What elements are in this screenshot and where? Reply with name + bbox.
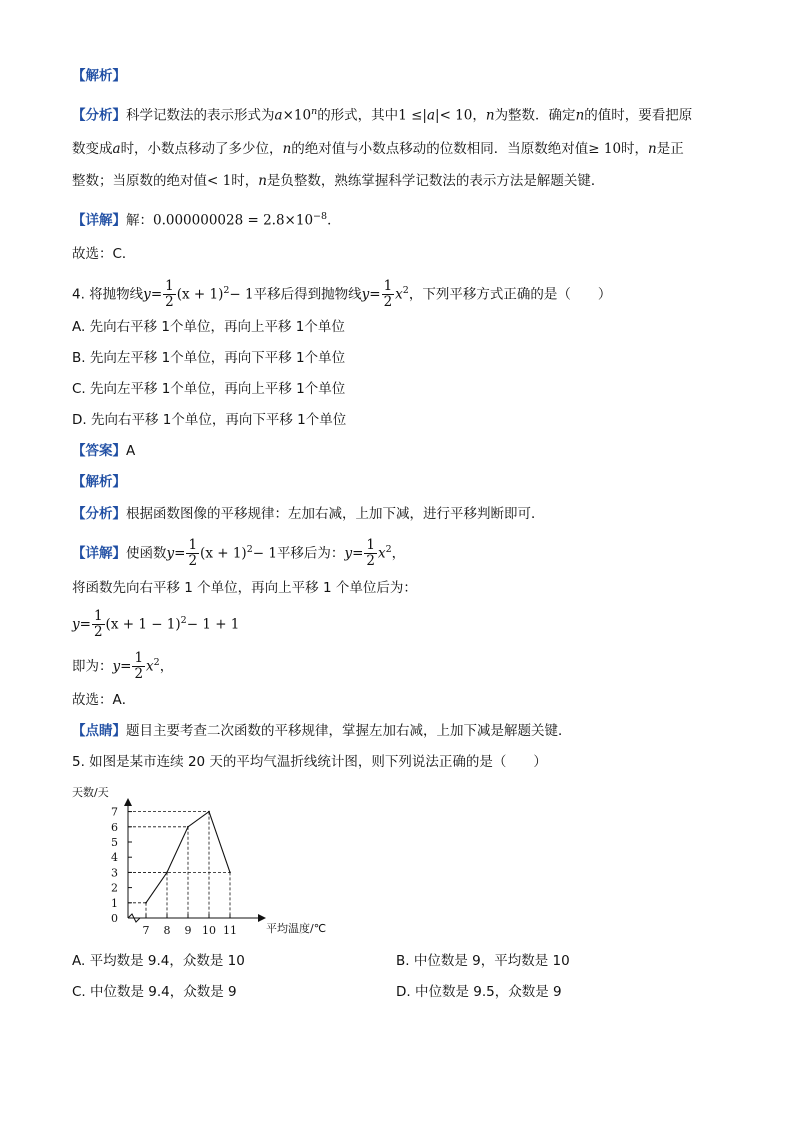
q4-option-d[interactable]: D. 先向右平移 1个单位，再向下平移 1个单位 xyxy=(72,412,347,428)
q5-stem: 5. 如图是某市连续 20 天的平均气温折线统计图，则下列说法正确的是（ ） xyxy=(72,754,547,770)
x-tick-label: 11 xyxy=(223,924,237,937)
x-axis-label: 平均温度/℃ xyxy=(266,922,327,935)
q4-dianjing: 【点睛】题目主要考查二次函数的平移规律，掌握左加右减，上加下减是解题关键． xyxy=(72,723,572,739)
x-tick-label: 7 xyxy=(142,924,150,937)
data-point xyxy=(145,902,147,904)
q4-formula: y= $\frac{1}{2}$ $(x + 1 - 1)^2- 1 + 1$ xyxy=(72,608,240,640)
xiangjie-tag: 【详解】 xyxy=(72,212,126,229)
x-axis-arrow xyxy=(258,914,266,922)
q4-xiangjie: 【详解】使函数y= $\frac{1}{2}$ $(x + 1)^2- 1$平移后为：y= $\frac{1}{2}$ $x^2$， xyxy=(72,537,406,569)
q4-stem: 4. 将抛物线y= $\frac{1}{2}$ $(x + 1)^2- 1$平移后得到抛物线y= $\frac{1}{2}$ $x^2$，下列平移方式正确的是（ ） xyxy=(72,278,612,310)
temperature-line-chart xyxy=(72,782,342,942)
y-axis-arrow xyxy=(124,798,132,806)
q3-fenxi-line3: 整数；当原数的绝对值< 1时，n是负整数，熟练掌握科学记数法的表示方法是解题关键． xyxy=(72,173,605,189)
q3-xiangjie: 【详解】解：$0.000000028 = 2.8\times 10^{-8}$． xyxy=(72,211,341,229)
q5-option-d[interactable]: D. 中位数是 9.5，众数是 9 xyxy=(396,984,562,1000)
y-tick-label: 4 xyxy=(111,851,118,865)
q4-guxuan: 故选：A． xyxy=(72,692,136,708)
q5-option-b[interactable]: B. 中位数是 9，平均数是 10 xyxy=(396,953,570,969)
x-tick-label: 9 xyxy=(184,924,192,937)
y-tick-label: 3 xyxy=(111,866,118,880)
q5-option-c[interactable]: C. 中位数是 9.4，众数是 9 xyxy=(72,984,237,1000)
dianjing-tag: 【点睛】 xyxy=(72,723,126,739)
q4-line2: 将函数先向右平移 1 个单位，再向上平移 1 个单位后为： xyxy=(72,580,417,596)
jiexi-tag-q4: 【解析】 xyxy=(72,474,126,490)
q3-fenxi-line2: 数变成a时，小数点移动了多少位，n的绝对值与小数点移动的位数相同．当原数绝对值≥ 10时，n是正 xyxy=(72,141,684,157)
q4-fenxi: 【分析】根据函数图像的平移规律：左加右减，上加下减，进行平移判断即可． xyxy=(72,506,545,522)
data-point xyxy=(166,872,168,874)
y-tick-label: 5 xyxy=(111,836,118,849)
y-tick-label: 7 xyxy=(111,805,118,819)
q3-fenxi-line1: 【分析】科学记数法的表示形式为$a\times 10^n$的形式，其中1 ≤|a|< 10，n为整数．确定n的值时，要看把原 xyxy=(72,106,693,124)
data-point xyxy=(187,826,189,828)
q4-option-a[interactable]: A. 先向右平移 1个单位，再向上平移 1个单位 xyxy=(72,319,345,335)
data-point xyxy=(208,811,210,813)
q4-jiwei: 即为：y= $\frac{1}{2}$ $x^2$， xyxy=(72,650,174,682)
y-tick-label: 6 xyxy=(111,820,118,834)
daan-tag: 【答案】 xyxy=(72,443,126,459)
y-tick-label: 2 xyxy=(111,881,118,895)
fenxi-tag: 【分析】 xyxy=(72,107,126,124)
jiexi-tag-q3: 【解析】 xyxy=(72,68,126,84)
x-tick-label: 8 xyxy=(163,924,171,937)
q3-guxuan: 故选：C． xyxy=(72,246,136,262)
y-tick-label: 0 xyxy=(111,912,118,925)
q5-option-a[interactable]: A. 平均数是 9.4，众数是 10 xyxy=(72,953,245,969)
x-tick-label: 10 xyxy=(202,924,216,937)
q4-option-b[interactable]: B. 先向左平移 1个单位，再向下平移 1个单位 xyxy=(72,350,346,366)
y-axis-label: 天数/天 xyxy=(72,786,109,799)
data-point xyxy=(229,872,231,874)
q4-option-c[interactable]: C. 先向左平移 1个单位，再向上平移 1个单位 xyxy=(72,381,346,397)
half-fraction: $\frac{1}{2}$ xyxy=(165,278,174,310)
q4-answer: 【答案】A xyxy=(72,443,136,459)
a-symbol: a xyxy=(274,107,283,124)
y-tick-label: 1 xyxy=(111,896,118,910)
